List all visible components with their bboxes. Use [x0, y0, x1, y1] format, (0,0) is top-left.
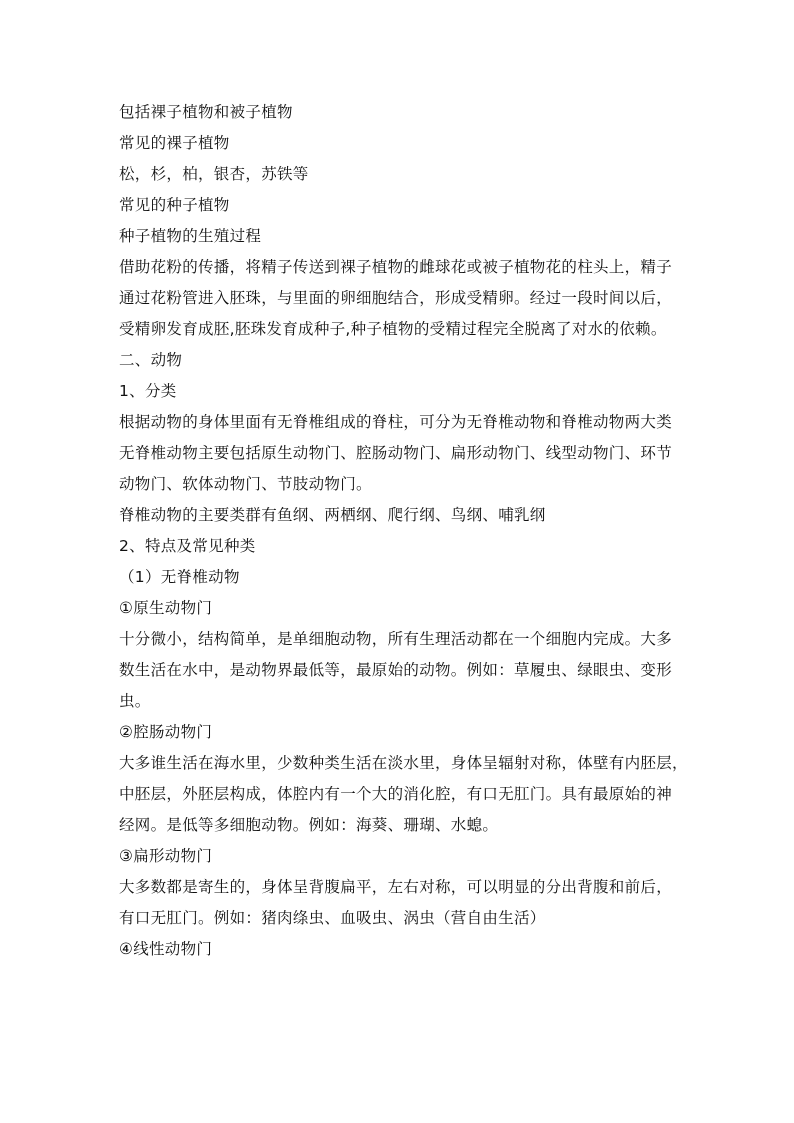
section-heading-animal: 二、动物	[119, 351, 183, 369]
paragraph-coelenterata-line: 经网。是低等多细胞动物。例如：海葵、珊瑚、水螅。	[119, 816, 499, 834]
paragraph-protozoa-line: 虫。	[119, 692, 151, 710]
paragraph-invertebrate-groups-line: 无脊椎动物主要包括原生动物门、腔肠动物门、扁形动物门、线型动物门、环节	[119, 444, 673, 462]
heading-roundworm: ④线性动物门	[119, 940, 213, 958]
text-line: 包括裸子植物和被子植物	[119, 103, 293, 121]
paragraph-coelenterata-line: 中胚层，外胚层构成，体腔内有一个大的消化腔，有口无肛门。具有最原始的神	[119, 785, 673, 803]
heading-coelenterata: ②腔肠动物门	[119, 723, 213, 741]
subheading-invertebrate: （1）无脊椎动物	[119, 568, 240, 586]
paragraph-protozoa-line: 十分微小，结构简单，是单细胞动物，所有生理活动都在一个细胞内完成。大多	[119, 630, 673, 648]
subheading-features: 2、特点及常见种类	[119, 537, 256, 555]
paragraph-protozoa-line: 数生活在水中，是动物界最低等，最原始的动物。例如：草履虫、绿眼虫、变形	[119, 661, 673, 679]
paragraph-reproduction-line: 通过花粉管进入胚珠，与里面的卵细胞结合，形成受精卵。经过一段时间以后，	[119, 289, 673, 307]
paragraph-reproduction-line: 借助花粉的传播，将精子传送到裸子植物的雌球花或被子植物花的柱头上，精子	[119, 258, 673, 276]
subheading-classification: 1、分类	[119, 382, 177, 400]
paragraph-vertebrate-groups: 脊椎动物的主要类群有鱼纲、两栖纲、爬行纲、鸟纲、哺乳纲	[119, 506, 546, 524]
paragraph-invertebrate-groups-line: 动物门、软体动物门、节肢动物门。	[119, 475, 372, 493]
paragraph-flatworm-line: 有口无肛门。例如：猪肉绦虫、血吸虫、涡虫（营自由生活）	[119, 909, 546, 927]
heading-gymnosperms: 常见的裸子植物	[119, 134, 230, 152]
paragraph-classification: 根据动物的身体里面有无脊椎组成的脊柱，可分为无脊椎动物和脊椎动物两大类	[119, 413, 673, 431]
text-line: 松，杉，柏，银杏，苏铁等	[119, 165, 309, 183]
heading-flatworm: ③扁形动物门	[119, 847, 213, 865]
document-page	[119, 97, 688, 965]
heading-seed-plants: 常见的种子植物	[119, 196, 230, 214]
paragraph-reproduction-line: 受精卵发育成胚,胚珠发育成种子,种子植物的受精过程完全脱离了对水的依赖。	[119, 320, 667, 338]
paragraph-coelenterata-line: 大多谁生活在海水里，少数种类生活在淡水里，身体呈辐射对称，体壁有内胚层，	[119, 754, 688, 772]
heading-protozoa: ①原生动物门	[119, 599, 213, 617]
heading-reproduction: 种子植物的生殖过程	[119, 227, 262, 245]
paragraph-flatworm-line: 大多数都是寄生的，身体呈背腹扁平，左右对称，可以明显的分出背腹和前后，	[119, 878, 673, 896]
